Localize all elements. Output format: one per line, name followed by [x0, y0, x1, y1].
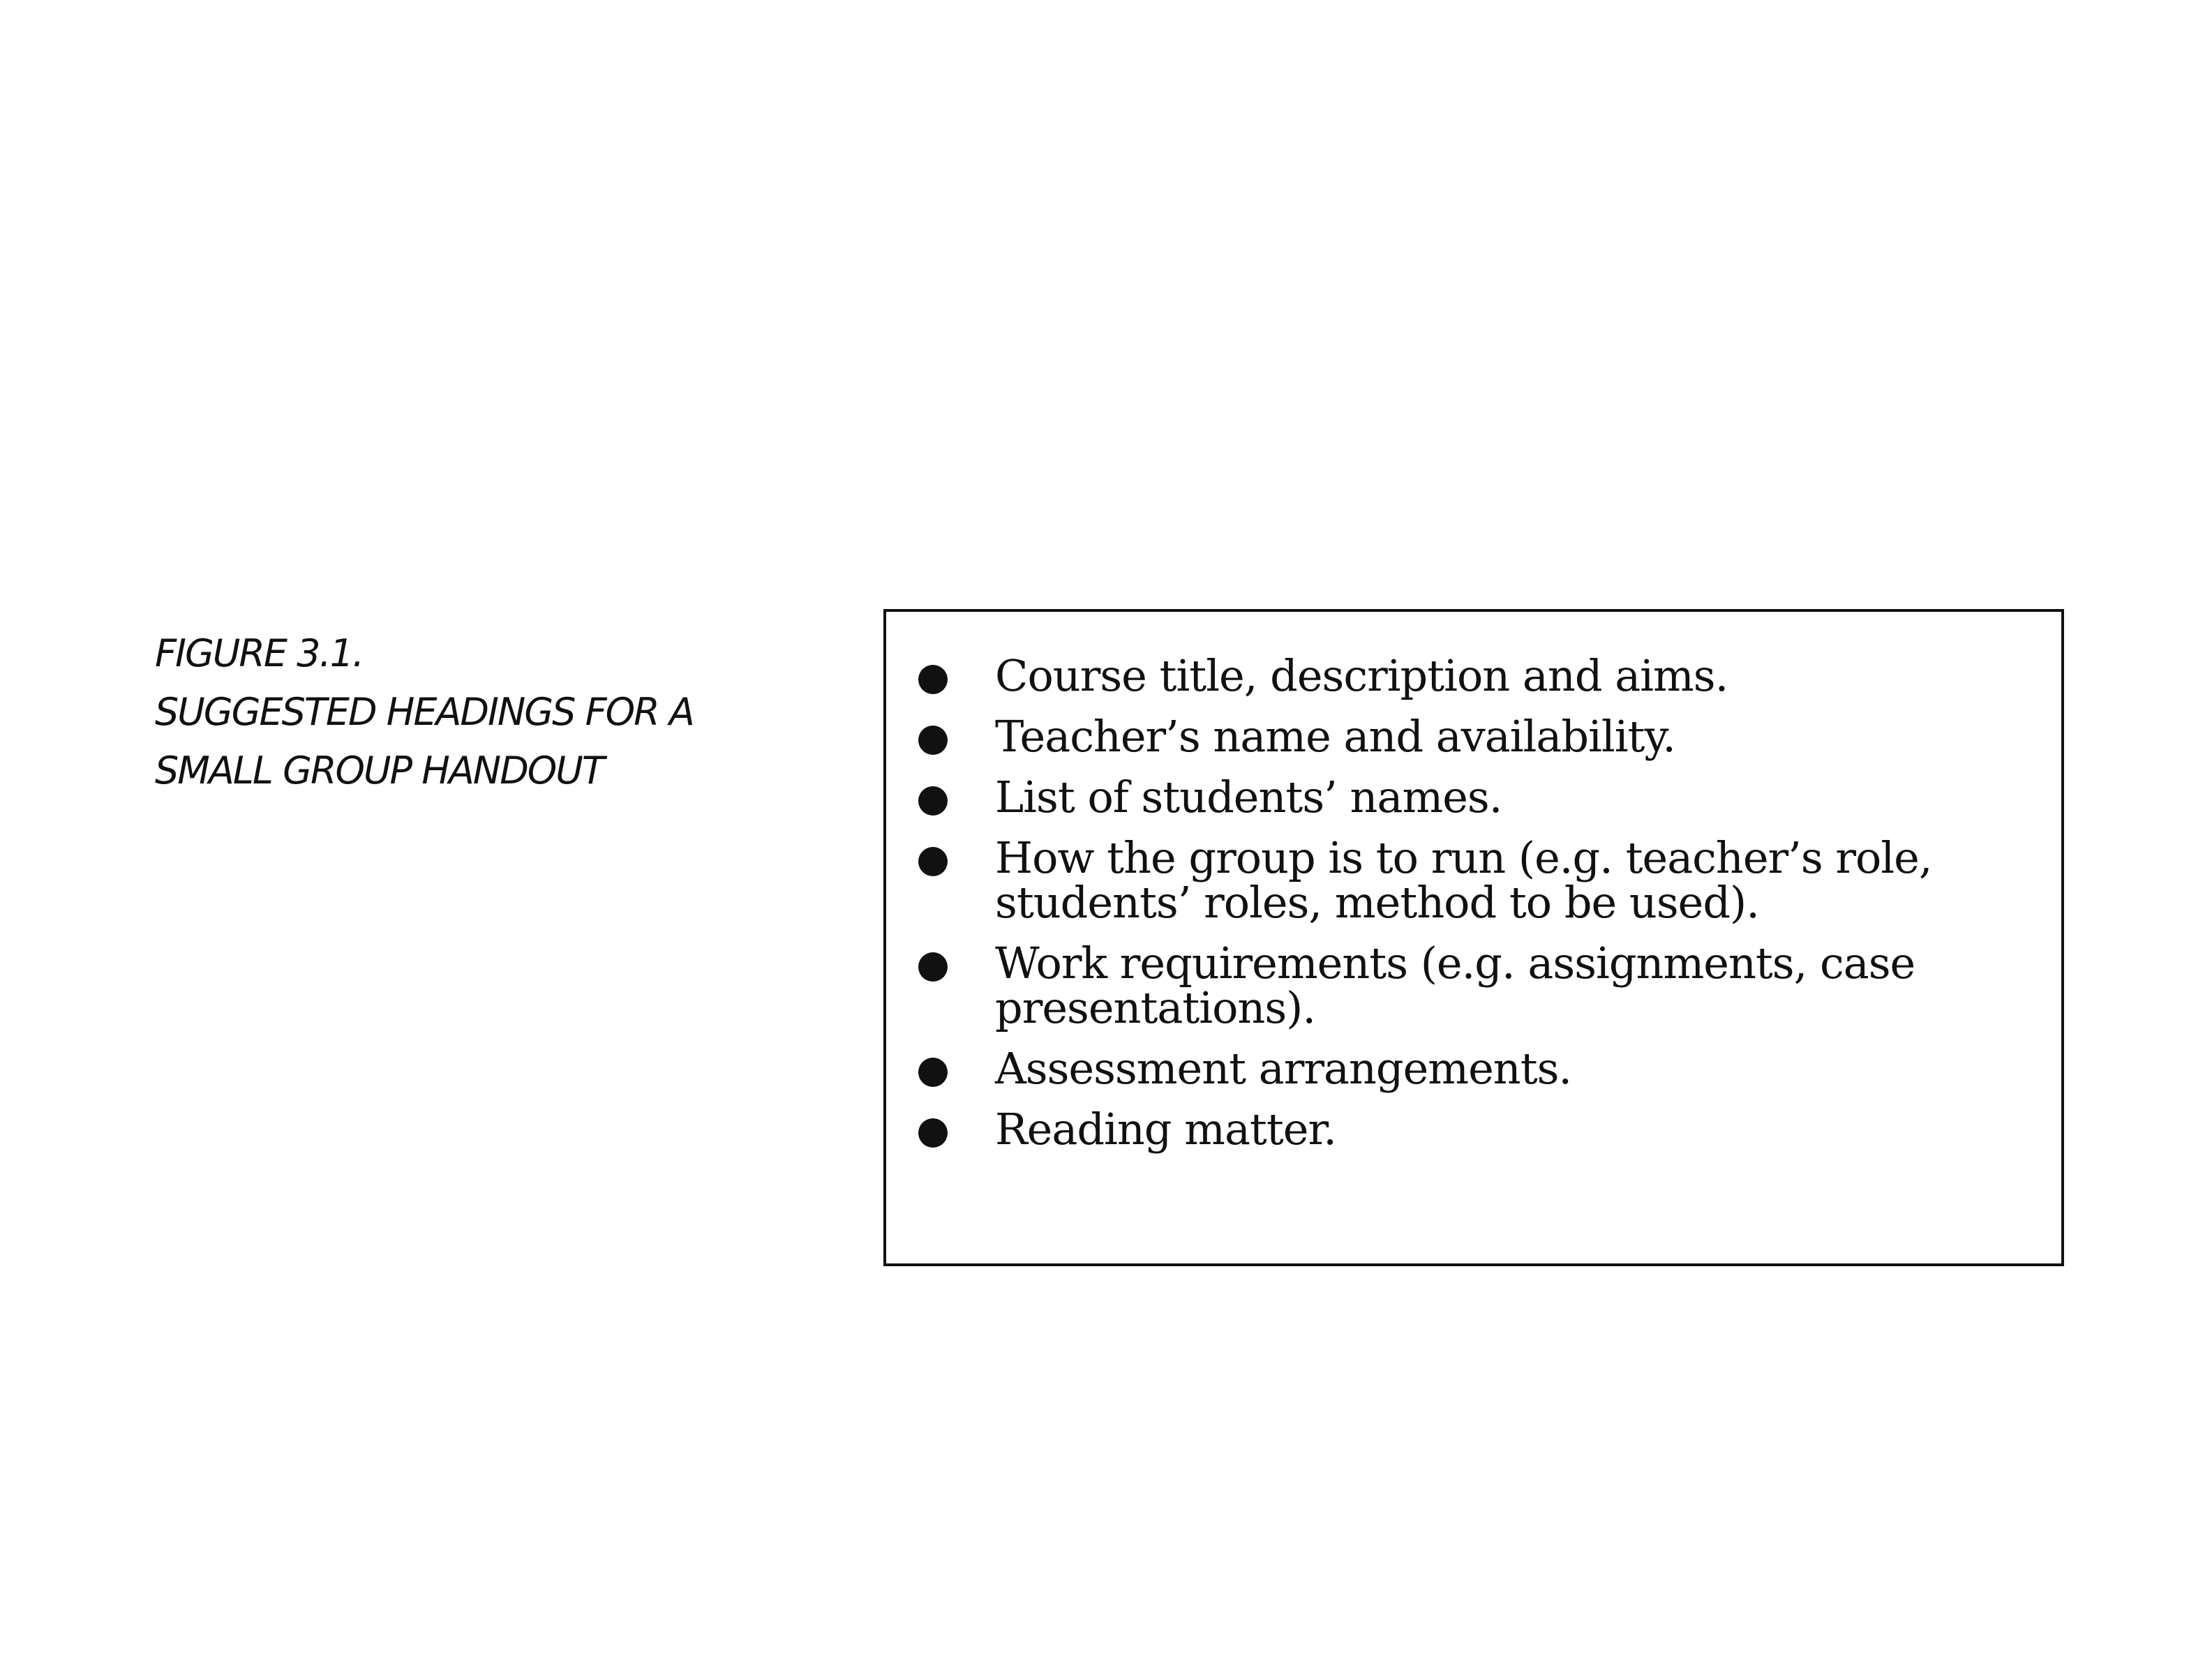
bullet-icon	[918, 952, 948, 982]
list-item-text: Work requirements (e.g. assignments, case presentations).	[995, 938, 1915, 1033]
bullet-icon	[918, 786, 948, 816]
list-item-text: Teacher’s name and availability.	[995, 711, 1675, 762]
list-item	[914, 1043, 2045, 1094]
bullet-icon	[918, 1058, 948, 1087]
list-item	[914, 650, 2045, 701]
figure-number: FIGURE 3.1.	[155, 631, 364, 675]
bullet-icon	[918, 1118, 948, 1148]
bullet-icon	[918, 665, 948, 694]
list-item-text: Course title, description and aims.	[995, 650, 1728, 701]
list-item	[914, 1104, 2045, 1155]
list-item	[914, 711, 2045, 762]
list-item-text: Reading matter.	[995, 1104, 1336, 1155]
list-item	[914, 772, 2045, 823]
figure-title-line-1: SUGGESTED HEADINGS FOR A	[155, 690, 694, 734]
list-item	[914, 832, 2045, 928]
figure-title-line-2: SMALL GROUP HANDOUT	[155, 749, 604, 793]
bullet-icon	[918, 726, 948, 755]
list-item-text: How the group is to run (e.g. teacher’s role, students’ roles, method to be used).	[995, 832, 1932, 928]
list-item-text: Assessment arrangements.	[995, 1043, 1572, 1094]
figure-caption	[155, 624, 783, 800]
bullet-icon	[918, 847, 948, 876]
list-item-text: List of students’ names.	[995, 772, 1502, 823]
list-item	[914, 938, 2045, 1033]
headings-list	[914, 650, 2045, 1168]
headings-box	[883, 609, 2064, 1266]
